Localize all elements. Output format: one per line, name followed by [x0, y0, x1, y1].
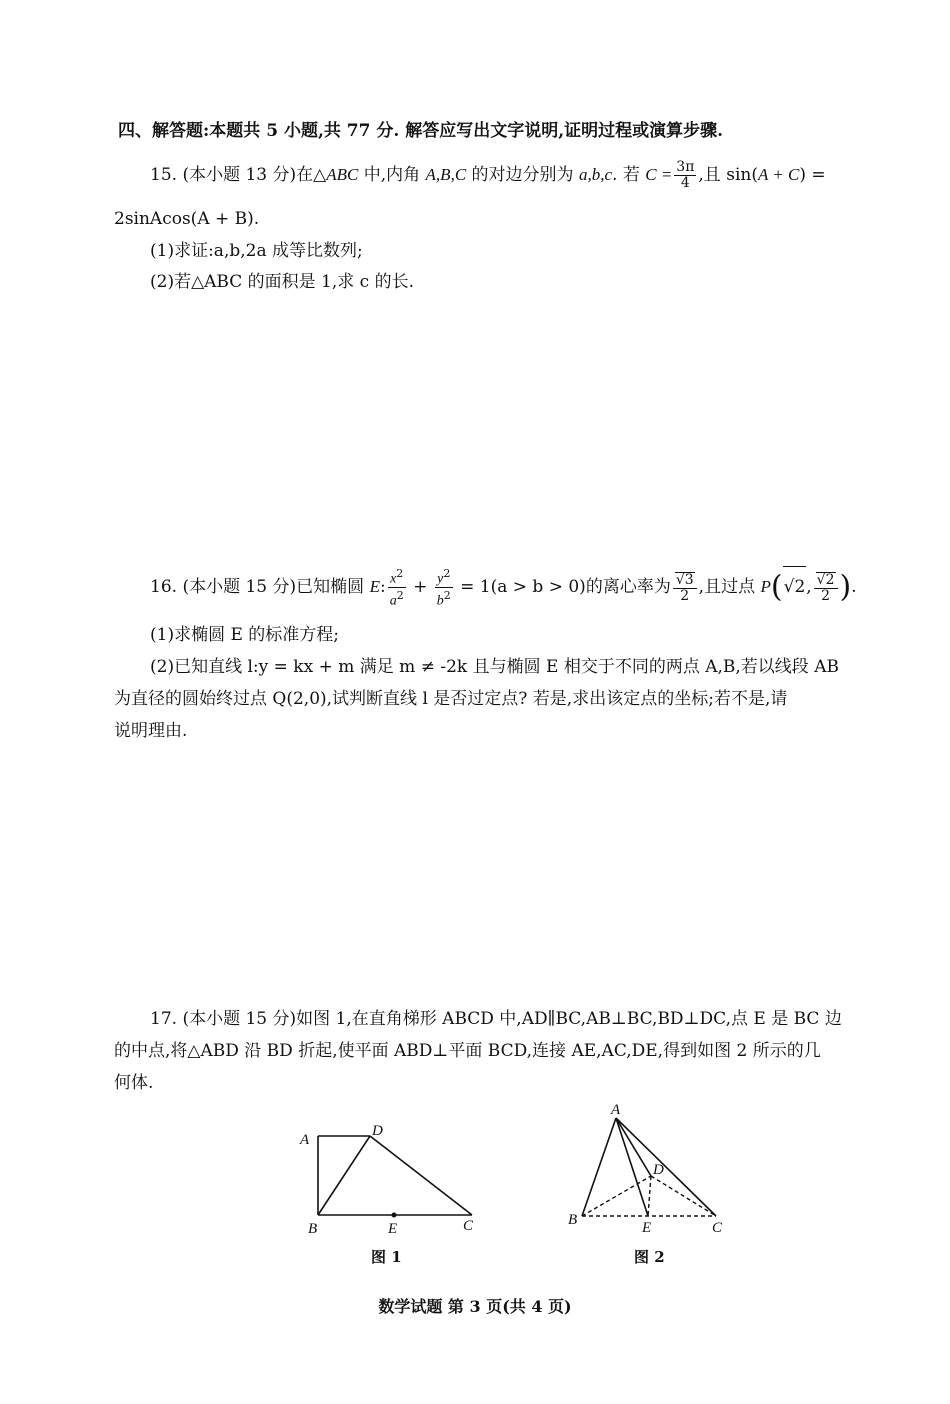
figure-1-trapezoid — [290, 1120, 490, 1240]
label-D: D — [372, 1123, 383, 1139]
figure-2-caption: 图 2 — [634, 1248, 665, 1266]
point-E — [392, 1213, 397, 1218]
q17-stem-line2: 的中点,将△ABD 沿 BD 折起,使平面 ABD⊥平面 BCD,连接 AE,AC,DE,得到如图 2 所示的几 — [114, 1041, 821, 1061]
label-E: E — [642, 1220, 652, 1236]
q16-part1: (1)求椭圆 E 的标准方程; — [150, 625, 340, 645]
fraction-x2-over-a2: $\frac{x^2}{a^2}$ — [389, 567, 404, 609]
edge-DE — [648, 1176, 651, 1216]
page-footer: 数学试题 第 3 页(共 4 页) — [378, 1297, 572, 1316]
fraction-sqrt2-over-2: √ $\frac{2}{2}$ — [814, 572, 838, 604]
edge-AC — [616, 1118, 716, 1216]
edge-DC — [370, 1136, 472, 1215]
label-D: D — [653, 1162, 664, 1178]
label-A: A — [611, 1102, 621, 1118]
fraction-y2-over-b2: $\frac{y^2}{b^2}$ — [436, 567, 451, 609]
figure-2-tetrahedron — [560, 1098, 740, 1238]
label-B: B — [308, 1221, 318, 1237]
q16-part2-line1: (2)已知直线 l:y = kx + m 满足 m ≠ -2k 且与椭圆 E 相交于不同的两点 A,B,若以线段 AB — [150, 657, 839, 677]
edge-DC — [651, 1176, 716, 1216]
fraction-eccentricity: √ $\frac{3}{2}$ — [673, 572, 697, 604]
q16-part2-line3: 说明理由. — [114, 721, 188, 741]
label-E: E — [388, 1221, 398, 1237]
q16-part2-line2: 为直径的圆始终过点 Q(2,0),试判断直线 l 是否过定点? 若是,求出该定点的坐标;若不是,请 — [114, 689, 788, 709]
label-C: C — [463, 1218, 474, 1234]
q16-stem: 16. (本小题 15 分)已知椭圆 E: $\frac{x^2}{a^2}$ + $\frac{y^2}{b^2}$ = 1(a > b > 0)的离心率为 √ $\frac{3}{2}$ ,且过点 P(√ 2, √ $\frac{2}{2}$ ). — [150, 566, 857, 609]
q15-part2: (2)若△ABC 的面积是 1,求 c 的长. — [150, 272, 415, 292]
q17-stem-line3: 何体. — [114, 1073, 154, 1093]
edge-AB — [582, 1118, 616, 1216]
label-B: B — [568, 1212, 578, 1228]
label-A: A — [300, 1132, 310, 1148]
figure-1-caption: 图 1 — [371, 1248, 402, 1266]
label-C: C — [712, 1220, 723, 1236]
q17-stem-line1: 17. (本小题 15 分)如图 1,在直角梯形 ABCD 中,AD∥BC,AB⊥BC,BD⊥DC,点 E 是 BC 边 — [150, 1009, 842, 1029]
q15-stem-line2: 2sinAcos(A + B). — [114, 209, 260, 229]
section-heading: 四、解答题:本题共 5 小题,共 77 分. 解答应写出文字说明,证明过程或演算步骤. — [118, 121, 724, 141]
fraction-3pi-over-4: $\frac{3\pi}{4}$ — [676, 159, 695, 191]
q15-stem: 15. (本小题 13 分)在△ABC 中,内角 A,B,C 的对边分别为 a,b,c. 若 C = $\frac{3\pi}{4}$ ,且 sin(A + C) = — [150, 159, 826, 191]
edge-BD — [318, 1136, 370, 1215]
q15-part1: (1)求证:a,b,2a 成等比数列; — [150, 241, 363, 261]
